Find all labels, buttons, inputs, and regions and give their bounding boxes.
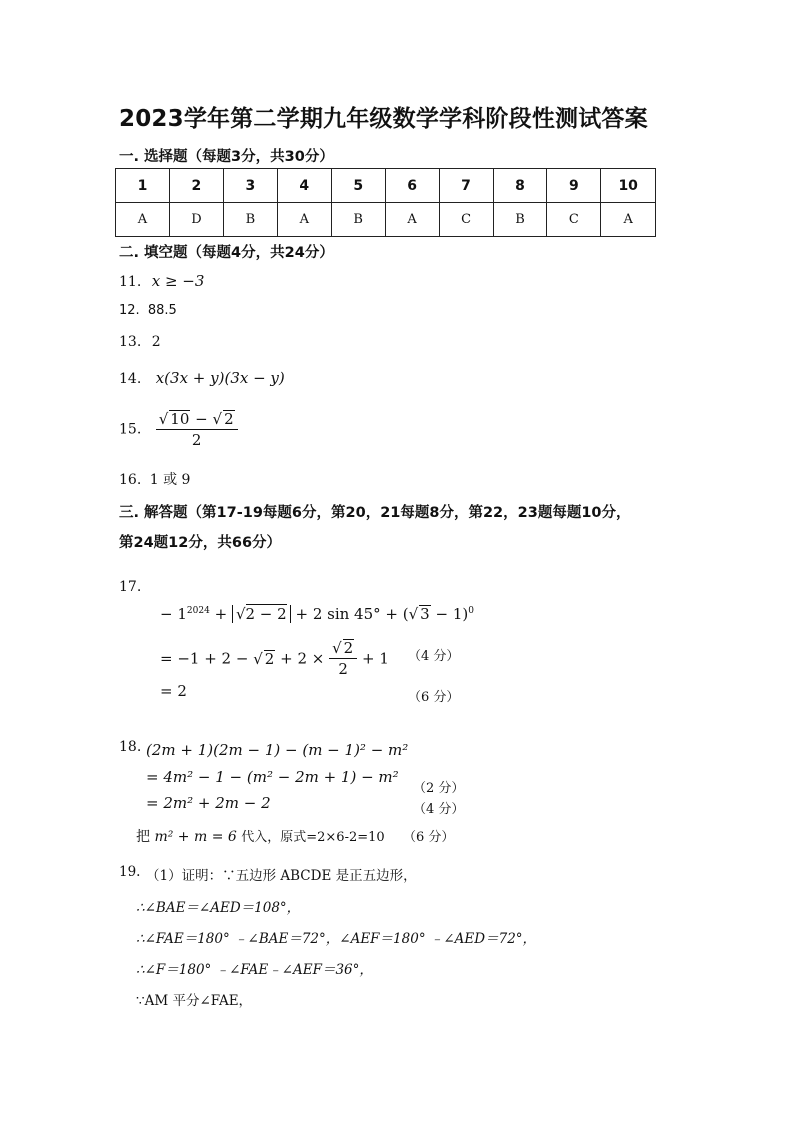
score-mark: （4 分） [408, 649, 460, 664]
question-number: 15. [119, 421, 142, 438]
section-3-heading-line2: 第24题12分，共66分） [119, 535, 282, 551]
question-number: 11. [119, 274, 142, 290]
question-number: 7 [439, 169, 493, 203]
question-number-row [116, 169, 656, 203]
score-mark: （6 分） [408, 690, 460, 705]
radicand: 10 [170, 410, 190, 428]
radicand: 2 [224, 410, 234, 428]
answer-15 [119, 409, 238, 450]
radicand: 2 [343, 639, 354, 657]
q17-line-1: − $1^{2024} + √2 - 2 + 2$ sin 45° + (√ 3 − 1)$^0$ [160, 605, 474, 623]
answer-cell: C [439, 203, 493, 237]
question-number: 6 [385, 169, 439, 203]
answer-expression: x ≥ −3 [151, 272, 205, 290]
q18-substitution [136, 826, 385, 846]
answer-cell: B [493, 203, 547, 237]
question-number: 3 [223, 169, 277, 203]
answer-16 [119, 469, 190, 489]
substitution-expression: m² + m = 6 [154, 829, 237, 845]
denominator: 2 [191, 431, 202, 449]
answer-cell: A [116, 203, 170, 237]
score-mark: （4 分） [413, 802, 465, 817]
q17-line-3: = 2 [160, 682, 187, 700]
question-number: 4 [277, 169, 331, 203]
q17-line-2: = −1 + 2 − √ 2 + 2 × $\frac{√ 2}{2}$ + 1 [160, 639, 389, 678]
q19-line-2: ∴∠BAE＝∠AED＝108°， [136, 900, 301, 916]
answer-value: 88.5 [147, 303, 177, 318]
question-number: 14. [119, 371, 142, 387]
minus-sign: − [195, 410, 208, 428]
q19-line-4: ∴∠F＝180° ﹣∠FAE﹣∠AEF＝36°， [136, 962, 373, 978]
term: − 1 [160, 605, 187, 623]
question-19-number: 19. [119, 864, 141, 880]
question-number: 10 [601, 169, 656, 203]
abs-content: 2 − 2 [245, 605, 287, 623]
answer-cell: D [169, 203, 223, 237]
answer-value: 1 或 9 [149, 472, 191, 488]
section-1-heading: 一. 选择题（每题3分，共30分） [119, 149, 334, 165]
fraction: $\frac{√ 10 - √ 2}{2}$ [156, 409, 238, 450]
exponent: 0 [468, 606, 474, 616]
fraction: $\frac{√ 2}{2}$ [329, 638, 357, 679]
question-17-number: 17. [119, 579, 142, 595]
answer-row [116, 203, 656, 237]
answer-expression: x(3x + y)(3x − y) [155, 369, 285, 387]
term: + 1 [362, 649, 389, 668]
denominator: 2 [338, 660, 348, 678]
q19-line-5: ∵AM 平分∠FAE， [136, 993, 253, 1009]
radicand: 3 [420, 605, 430, 623]
question-number: 9 [547, 169, 601, 203]
answer-cell: A [601, 203, 656, 237]
question-number: 12. [119, 303, 140, 318]
q19-line-1: （1）证明：∵五边形 ABCDE 是正五边形， [146, 868, 417, 884]
section-3-heading-line1: 三. 解答题（第17-19每题6分，第20，21每题8分，第22，23题每题10分， [119, 505, 631, 521]
term: = −1 + 2 − [160, 649, 249, 668]
absolute-value: √2 − 2 [232, 605, 291, 623]
answer-cell: C [547, 203, 601, 237]
answer-12 [119, 303, 177, 318]
answer-cell: A [385, 203, 439, 237]
text: 代入，原式=2×6-2=10 [241, 830, 385, 845]
exponent: 2024 [186, 606, 210, 616]
question-number: 8 [493, 169, 547, 203]
answer-value: 2 [151, 334, 161, 350]
score-mark: （2 分） [413, 781, 465, 796]
question-number: 16. [119, 472, 142, 488]
term: + 2 sin 45° + ( [295, 605, 409, 623]
question-number: 2 [169, 169, 223, 203]
radicand: 2 [264, 649, 275, 668]
term: + [214, 605, 228, 623]
q18-line-1: (2m + 1)(2m − 1) − (m − 1)² − m² [146, 741, 409, 759]
answer-14 [119, 369, 285, 387]
answer-cell: A [277, 203, 331, 237]
page-title: 2023学年第二学期九年级数学学科阶段性测试答案 [119, 106, 648, 132]
term: + 2 × [280, 649, 325, 668]
choice-answer-table [115, 168, 656, 237]
q19-line-3: ∴∠FAE＝180° ﹣∠BAE＝72°，∠AEF＝180° ﹣∠AED＝72°， [136, 931, 537, 947]
question-number: 1 [116, 169, 170, 203]
question-number: 13. [119, 334, 142, 350]
answer-13 [119, 334, 161, 350]
term: − 1) [435, 605, 469, 623]
q18-line-3: = 2m² + 2m − 2 [146, 794, 271, 812]
question-number: 5 [331, 169, 385, 203]
answer-cell: B [331, 203, 385, 237]
answer-cell: B [223, 203, 277, 237]
question-18-number: 18. [119, 739, 142, 755]
section-2-heading: 二. 填空题（每题4分，共24分） [119, 245, 334, 261]
answer-11 [119, 272, 204, 290]
text: 把 [136, 829, 150, 845]
score-mark: （6 分） [403, 830, 455, 845]
q18-line-2: = 4m² − 1 − (m² − 2m + 1) − m² [146, 768, 399, 786]
